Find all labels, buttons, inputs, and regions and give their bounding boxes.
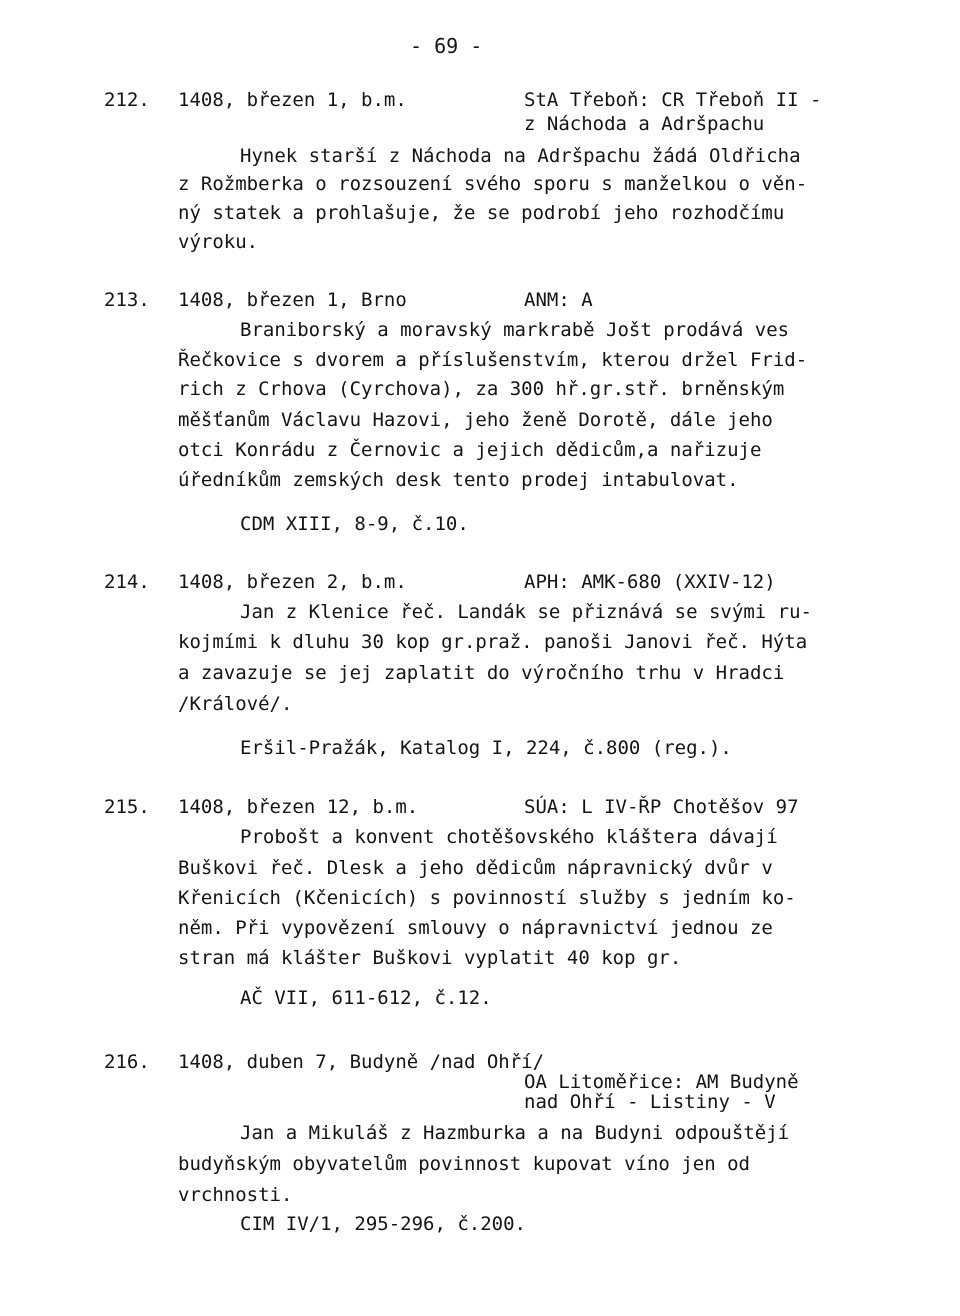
entry-text-line: měšťanům Václavu Hazovi, jeho ženě Dorotě, dále jeho	[178, 409, 773, 431]
entry-archive-line: APH: AMK-680 (XXIV-12)	[524, 571, 776, 593]
entry-number: 213.	[104, 289, 150, 311]
entry-archive-line: ANM: A	[524, 289, 593, 311]
entry-text-line: otci Konrádu z Černovic a jejich dědicům,a nařizuje	[178, 439, 762, 461]
entry-number: 212.	[104, 89, 150, 111]
entry-archive-line: z Náchoda a Adršpachu	[524, 113, 765, 135]
entry-reference: CIM IV/1, 295-296, č.200.	[240, 1213, 526, 1235]
entry-archive-line: nad Ohří - Listiny - V	[524, 1091, 776, 1113]
entry-text-line: rich z Crhova (Cyrchova), za 300 hř.gr.stř. brněnským	[178, 378, 785, 400]
entry-text-line: Braniborský a moravský markrabě Jošt prodává ves	[240, 319, 790, 341]
entry-archive-line: OA Litoměřice: AM Budyně	[524, 1071, 799, 1093]
entry-text-line: výroku.	[178, 231, 259, 253]
entry-reference: Eršil-Pražák, Katalog I, 224, č.800 (reg.).	[240, 737, 732, 759]
entry-number: 214.	[104, 571, 150, 593]
entry-text-line: Probošt a konvent chotěšovského kláštera dávají	[240, 826, 778, 848]
entry-text-line: Buškovi řeč. Dlesk a jeho dědicům nápravnický dvůr v	[178, 857, 773, 879]
entry-text-line: z Rožmberka o rozsouzení svého sporu s manželkou o věn-	[178, 173, 808, 195]
entry-date-place: 1408, březen 1, b.m.	[178, 89, 407, 111]
entry-text-line: a zavazuje se jej zaplatit do výročního trhu v Hradci	[178, 662, 785, 684]
entry-date-place: 1408, duben 7, Budyně /nad Ohří/	[178, 1051, 545, 1073]
entry-number: 215.	[104, 796, 150, 818]
entry-reference: CDM XIII, 8-9, č.10.	[240, 513, 469, 535]
entry-text-line: Křenicích (Kčenicích) s povinností služby s jedním ko-	[178, 887, 796, 909]
entry-date-place: 1408, březen 1, Brno	[178, 289, 407, 311]
entry-archive-line: StA Třeboň: CR Třeboň II -	[524, 89, 822, 111]
entry-date-place: 1408, březen 2, b.m.	[178, 571, 407, 593]
entry-text-line: Řečkovice s dvorem a příslušenstvím, kterou držel Frid-	[178, 349, 808, 371]
entry-date-place: 1408, březen 12, b.m.	[178, 796, 419, 818]
entry-text-line: kojmími k dluhu 30 kop gr.praž. panoši Janovi řeč. Hýta	[178, 631, 808, 653]
entry-text-line: /Králové/.	[178, 693, 293, 715]
entry-text-line: budyňským obyvatelům povinnost kupovat víno jen od	[178, 1153, 750, 1175]
entry-text-line: vrchnosti.	[178, 1184, 293, 1206]
entry-text-line: Hynek starší z Náchoda na Adršpachu žádá Oldřicha	[240, 145, 801, 167]
entry-reference: AČ VII, 611-612, č.12.	[240, 987, 492, 1009]
entry-text-line: ný statek a prohlašuje, že se podrobí jeho rozhodčímu	[178, 202, 785, 224]
entry-archive-line: SÚA: L IV-ŘP Chotěšov 97	[524, 796, 799, 818]
entry-text-line: Jan z Klenice řeč. Landák se přiznává se svými ru-	[240, 601, 812, 623]
entry-text-line: Jan a Mikuláš z Hazmburka a na Budyni odpouštějí	[240, 1122, 790, 1144]
entry-text-line: úředníkům zemských desk tento prodej intabulovat.	[178, 469, 739, 491]
page-number: - 69 -	[410, 34, 483, 58]
entry-number: 216.	[104, 1051, 150, 1073]
entry-text-line: něm. Při vypovězení smlouvy o nápravnictví jednou ze	[178, 917, 773, 939]
entry-text-line: stran má klášter Buškovi vyplatit 40 kop gr.	[178, 947, 682, 969]
